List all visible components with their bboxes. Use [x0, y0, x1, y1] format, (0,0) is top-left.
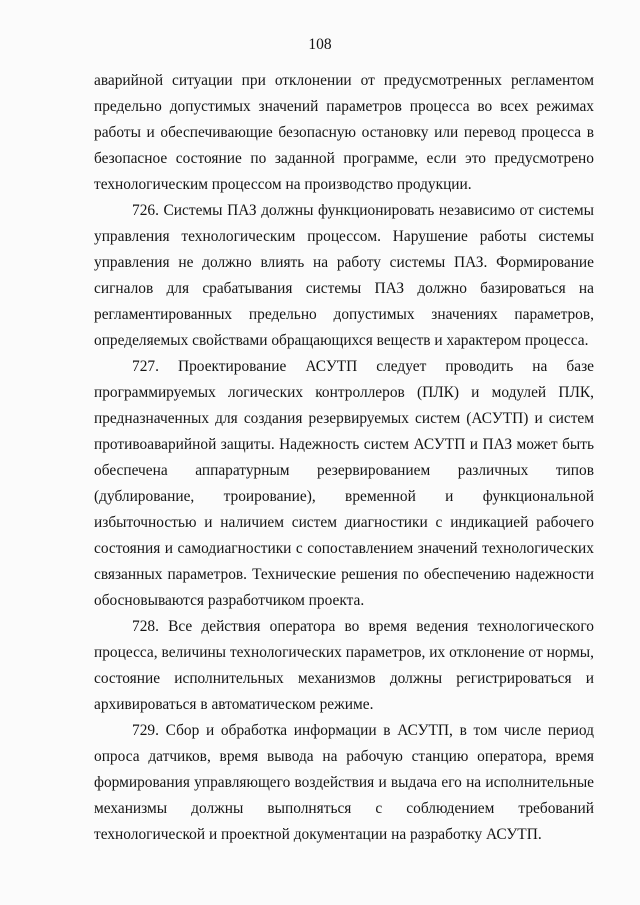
paragraph-726: 726. Системы ПАЗ должны функционировать независимо от системы управления технологическим процессом. Нарушение работы системы управления не должно влиять на работу системы ПАЗ. Формирование сигналов для срабатывания системы ПАЗ должно базироваться на регламентированных предельно допустимых значениях параметров, определяемых свойствами обращающихся веществ и характером процесса.: [94, 202, 594, 349]
page-number: 108: [308, 36, 332, 53]
paragraph-729: 729. Сбор и обработка информации в АСУТП, в том числе период опроса датчиков, время вывода на рабочую станцию оператора, время формирования управляющего воздействия и выдача его на исполнительные механизмы должны выполняться с соблюдением требований технологической и проектной документации на разработку АСУТП.: [94, 722, 594, 843]
paragraph-728: 728. Все действия оператора во время ведения технологического процесса, величины технологических параметров, их отклонение от нормы, состояние исполнительных механизмов должны регистрироваться и архивироваться в автоматическом режиме.: [94, 618, 594, 713]
document-body: [94, 68, 594, 848]
paragraph-continuation: аварийной ситуации при отклонении от предусмотренных регламентом предельно допустимых значений параметров процесса во всех режимах работы и обеспечивающие безопасную остановку или перевод процесса в безопасное состояние по заданной программе, если это предусмотрено технологическим процессом на производство продукции.: [94, 72, 594, 193]
paragraph-727: 727. Проектирование АСУТП следует проводить на базе программируемых логических контроллеров (ПЛК) и модулей ПЛК, предназначенных для создания резервируемых систем (АСУТП) и систем противоаварийной защиты. Надежность систем АСУТП и ПАЗ может быть обеспечена аппаратурным резервированием различных типов (дублирование, троирование), временной и функциональной избыточностью и наличием систем диагностики с индикацией рабочего состояния и самодиагностики с сопоставлением значений технологических связанных параметров. Технические решения по обеспечению надежности обосновываются разработчиком проекта.: [94, 358, 594, 609]
